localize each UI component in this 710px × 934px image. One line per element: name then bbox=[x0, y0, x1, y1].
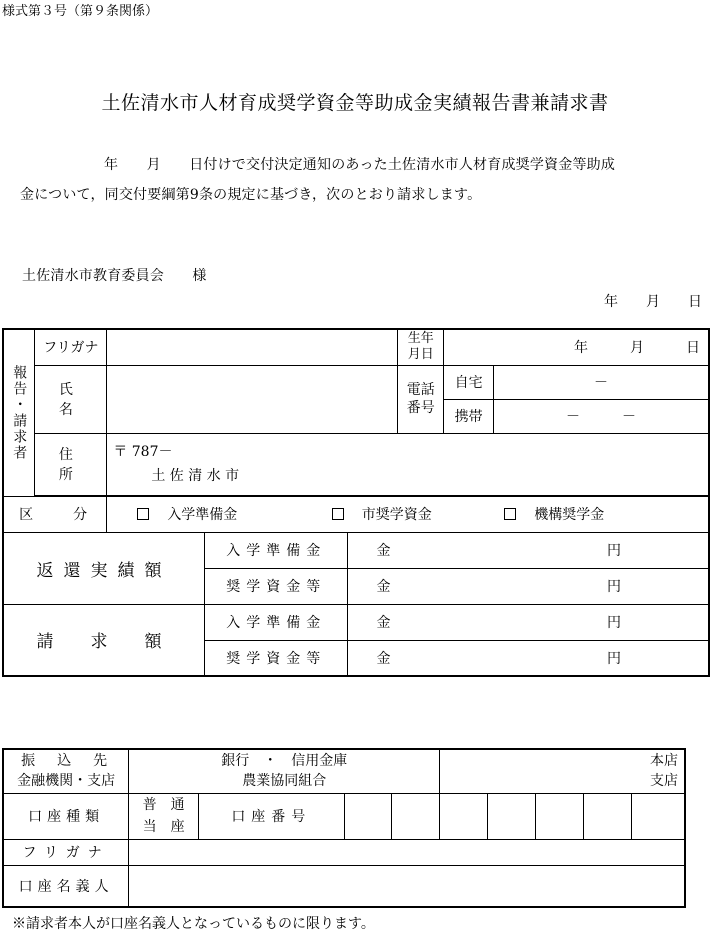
furigana-label: フリガナ bbox=[35, 329, 107, 365]
claim-entrance-field[interactable]: 金 円 bbox=[348, 604, 709, 640]
account-furigana-label: フリガナ bbox=[3, 839, 129, 865]
claim-scholarship-field[interactable]: 金 円 bbox=[348, 640, 709, 676]
account-type-field[interactable]: 普 通 当 座 bbox=[129, 793, 199, 839]
footnote: ※請求者本人が口座名義人となっているものに限ります。 bbox=[12, 916, 375, 932]
date-line: 年 月 日 bbox=[604, 294, 702, 310]
checkbox-icon bbox=[332, 508, 344, 520]
intro-line-1: 年 月 日付けで交付決定通知のあった土佐清水市人材育成奨学資金等助成 bbox=[104, 157, 616, 173]
address-label: 住 所 bbox=[35, 433, 107, 495]
name-field[interactable] bbox=[107, 365, 398, 433]
repayment-item-scholarship: 奨学資金等 bbox=[204, 568, 348, 604]
mobile-phone-label: 携帯 bbox=[444, 399, 494, 433]
checkbox-icon bbox=[504, 508, 516, 520]
postal-code: 〒 787－ bbox=[113, 444, 173, 460]
claim-label: 請 求 額 bbox=[3, 604, 204, 676]
home-phone-field[interactable]: － bbox=[494, 365, 709, 399]
claim-item-entrance: 入学準備金 bbox=[204, 604, 348, 640]
bank-type-field[interactable]: 銀行 ・ 信用金庫 農業協同組合 bbox=[129, 749, 440, 793]
account-furigana-field[interactable] bbox=[129, 839, 685, 865]
birth-field[interactable]: 年 月 日 bbox=[444, 329, 709, 365]
address-field[interactable] bbox=[107, 433, 709, 495]
category-option-entrance[interactable]: 入学準備金 bbox=[137, 504, 327, 524]
phone-label: 電話 番号 bbox=[398, 365, 444, 433]
birth-label: 生年 月日 bbox=[398, 329, 444, 365]
intro-line-2: 金について，同交付要綱第9条の規定に基づき，次のとおり請求します。 bbox=[20, 187, 482, 203]
repayment-label: 返還実績額 bbox=[3, 532, 204, 604]
account-holder-label: 口座名義人 bbox=[3, 865, 129, 907]
bank-branch-field[interactable]: 本店 支店 bbox=[440, 749, 685, 793]
addressee: 土佐清水市教育委員会 様 bbox=[22, 268, 207, 284]
account-number-digit[interactable] bbox=[488, 793, 536, 839]
category-label: 区 分 bbox=[3, 496, 107, 532]
checkbox-icon bbox=[137, 508, 149, 520]
report-table bbox=[2, 328, 710, 677]
claim-item-scholarship: 奨学資金等 bbox=[204, 640, 348, 676]
account-number-digit[interactable] bbox=[583, 793, 631, 839]
bank-table bbox=[2, 748, 686, 908]
form-number: 様式第３号（第９条関係） bbox=[2, 4, 159, 19]
category-option-jasso-scholarship[interactable]: 機構奨学金 bbox=[504, 504, 604, 524]
furigana-field[interactable] bbox=[107, 329, 398, 365]
repayment-entrance-field[interactable]: 金 円 bbox=[348, 532, 709, 568]
account-number-digit[interactable] bbox=[440, 793, 488, 839]
account-number-digit[interactable] bbox=[392, 793, 440, 839]
account-number-label: 口座番号 bbox=[199, 793, 345, 839]
repayment-item-entrance: 入学準備金 bbox=[204, 532, 348, 568]
name-label: 氏 名 bbox=[35, 365, 107, 433]
reporter-section-label: 報告・請求者 bbox=[3, 329, 35, 496]
account-number-digit[interactable] bbox=[344, 793, 392, 839]
category-option-city-scholarship[interactable]: 市奨学資金 bbox=[332, 504, 500, 524]
category-options bbox=[107, 496, 709, 532]
account-type-label: 口座種類 bbox=[3, 793, 129, 839]
bank-institution-label: 振 込 先 金融機関・支店 bbox=[3, 749, 129, 793]
mobile-phone-field[interactable]: － － bbox=[494, 399, 709, 433]
page-title: 土佐清水市人材育成奨学資金等助成金実績報告書兼請求書 bbox=[101, 92, 609, 114]
home-phone-label: 自宅 bbox=[444, 365, 494, 399]
account-number-digit[interactable] bbox=[535, 793, 583, 839]
repayment-scholarship-field[interactable]: 金 円 bbox=[348, 568, 709, 604]
account-number-digit[interactable] bbox=[631, 793, 685, 839]
address-city: 土 佐 清 水 市 bbox=[151, 468, 240, 484]
account-holder-field[interactable] bbox=[129, 865, 685, 907]
